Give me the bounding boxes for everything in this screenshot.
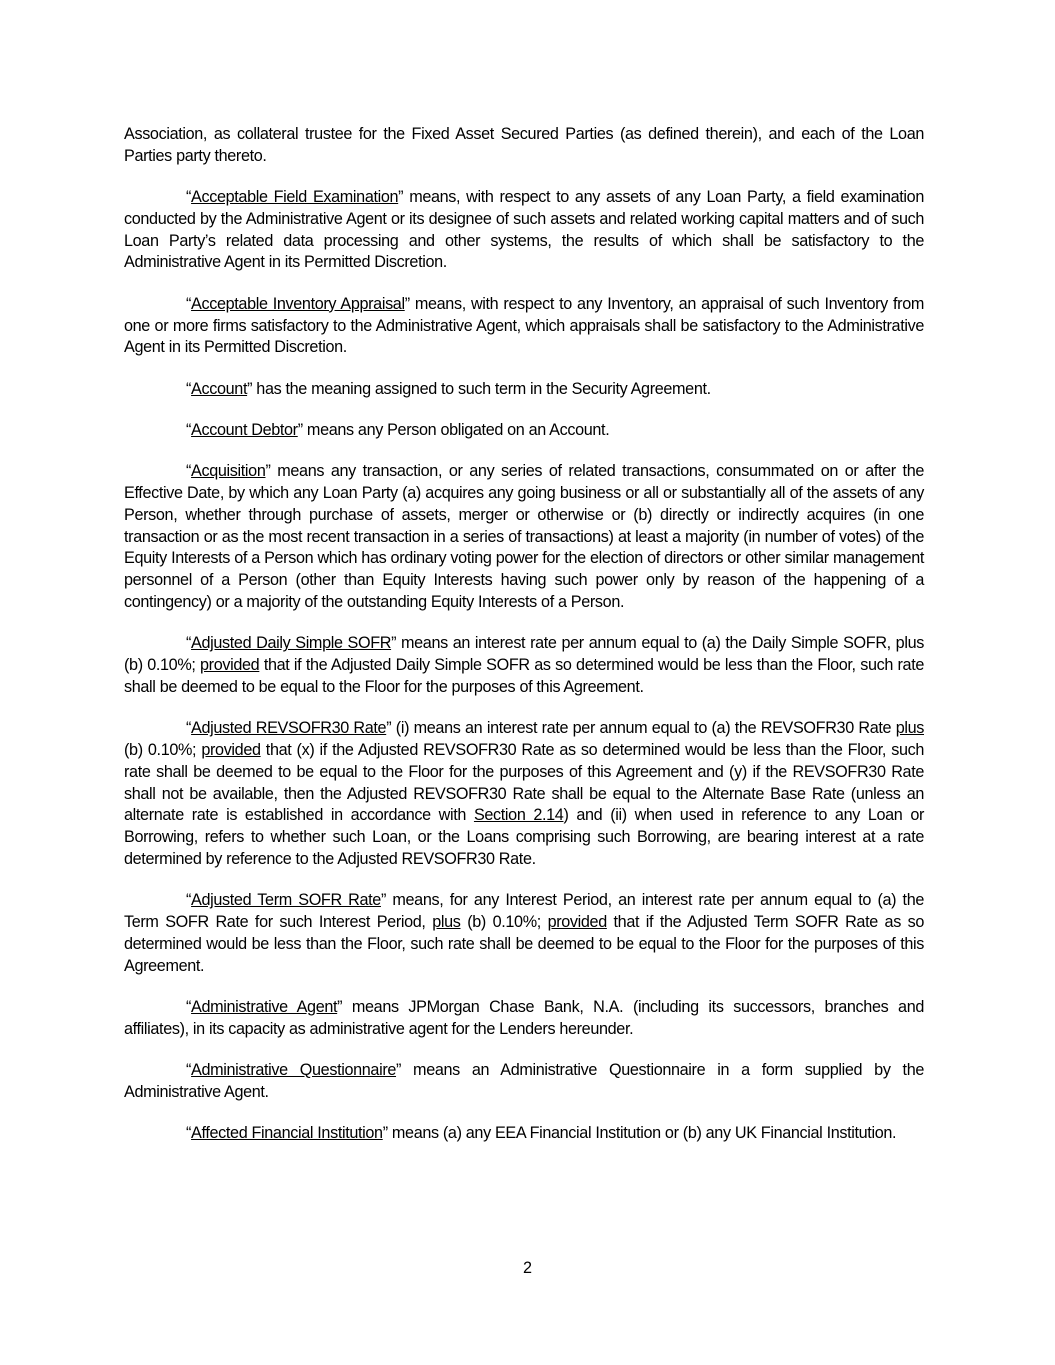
defined-term: Adjusted Term SOFR Rate: [191, 891, 381, 910]
document-body: [124, 124, 924, 1164]
definition-acquisition: “Acquisition” means any transaction, or any series of related transactions, consummated on or after the Effective Date, by which any Loan Party (a) acquires any going business or all or substantially all of the assets of any Person, whether through purchase of assets, merger or otherwise or (b) directly or indirectly acquires (in one transaction or as the most recent transaction in a series of transactions) at least a majority (in number of votes) of the Equity Interests of a Person which has ordinary voting power for the election of directors or other similar management personnel of a Person (other than Equity Interests having such power only by reason of the happening of a contingency) or a majority of the outstanding Equity Interests of a Person.: [124, 462, 924, 612]
defined-term: Affected Financial Institution: [191, 1124, 383, 1143]
underlined-word: plus: [432, 913, 461, 932]
definition-administrative-agent: “Administrative Agent” means JPMorgan Chase Bank, N.A. (including its successors, branches and affiliates), in its capacity as administrative agent for the Lenders hereunder.: [124, 998, 924, 1038]
continuation-paragraph: Association, as collateral trustee for the Fixed Asset Secured Parties (as defined therein), and each of the Loan Parties party thereto.: [124, 125, 924, 165]
definition-adjusted-daily-simple-sofr: “Adjusted Daily Simple SOFR” means an interest rate per annum equal to (a) the Daily Simple SOFR, plus (b) 0.10%; provided that if the Adjusted Daily Simple SOFR as so determined would be less than the Floor, such rate shall be deemed to be equal to the Floor for the purposes of this Agreement.: [124, 634, 924, 696]
underlined-word: provided: [547, 913, 607, 932]
definition-adjusted-term-sofr-rate: “Adjusted Term SOFR Rate” means, for any Interest Period, an interest rate per annum equal to (a) the Term SOFR Rate for such Interest Period, plus (b) 0.10%; provided that if the Adjusted Term SOFR Rate as so determined would be less than the Floor, such rate shall be deemed to be equal to the Floor for the purposes of this Agreement.: [124, 891, 924, 975]
definition-account-debtor: “Account Debtor” means any Person obligated on an Account.: [186, 420, 610, 439]
page-number: 2: [522, 1259, 532, 1277]
defined-term: Adjusted REVSOFR30 Rate: [191, 719, 387, 738]
definition-account: “Account” has the meaning assigned to such term in the Security Agreement.: [186, 379, 711, 398]
defined-term: Account: [191, 379, 248, 398]
defined-term: Administrative Agent: [191, 998, 338, 1016]
defined-term: Adjusted Daily Simple SOFR: [191, 634, 392, 653]
definition-administrative-questionnaire: “Administrative Questionnaire” means an Administrative Questionnaire in a form supplied by the Administrative Agent.: [124, 1061, 925, 1101]
defined-term: Acquisition: [191, 462, 266, 481]
underlined-word: provided: [201, 741, 261, 760]
section-reference: Section 2.14: [473, 806, 564, 825]
definition-affected-financial-institution: “Affected Financial Institution” means (a) any EEA Financial Institution or (b) any UK Financial Institution.: [186, 1124, 897, 1143]
underlined-word: plus: [895, 719, 924, 738]
underlined-word: provided: [200, 656, 260, 675]
definition-adjusted-revsofr30-rate: “Adjusted REVSOFR30 Rate” (i) means an interest rate per annum equal to (a) the REVSOFR30 Rate plus (b) 0.10%; provided that (x) if the Adjusted REVSOFR30 Rate as so determined would be less than the Floor, such rate shall be deemed to be equal to the Floor for the purposes of this Agreement and (y) if the REVSOFR30 Rate shall not be available, then the Adjusted REVSOFR30 Rate shall be equal to the Alternate Base Rate (unless an alternate rate is established in accordance with Section 2.14) and (ii) when used in reference to any Loan or Borrowing, refers to whether such Loan, or the Loans comprising such Borrowing, are bearing interest at a rate determined by reference to the Adjusted REVSOFR30 Rate.: [124, 719, 925, 869]
definition-acceptable-field-examination: “Acceptable Field Examination” means, with respect to any assets of any Loan Party, a field examination conducted by the Administrative Agent or its designee of such assets and related working capital matters and of such Loan Party’s related data processing and other systems, the results of which shall be satisfactory to the Administrative Agent in its Permitted Discretion.: [124, 188, 924, 272]
defined-term: Acceptable Inventory Appraisal: [191, 294, 405, 313]
defined-term: Account Debtor: [191, 420, 298, 439]
defined-term: Administrative Questionnaire: [191, 1061, 397, 1080]
definition-acceptable-inventory-appraisal: “Acceptable Inventory Appraisal” means, with respect to any Inventory, an appraisal of such Inventory from one or more firms satisfactory to the Administrative Agent, which appraisals shall be satisfactory to the Administrative Agent in its Permitted Discretion.: [124, 294, 924, 357]
defined-term: Acceptable Field Examination: [191, 188, 399, 207]
